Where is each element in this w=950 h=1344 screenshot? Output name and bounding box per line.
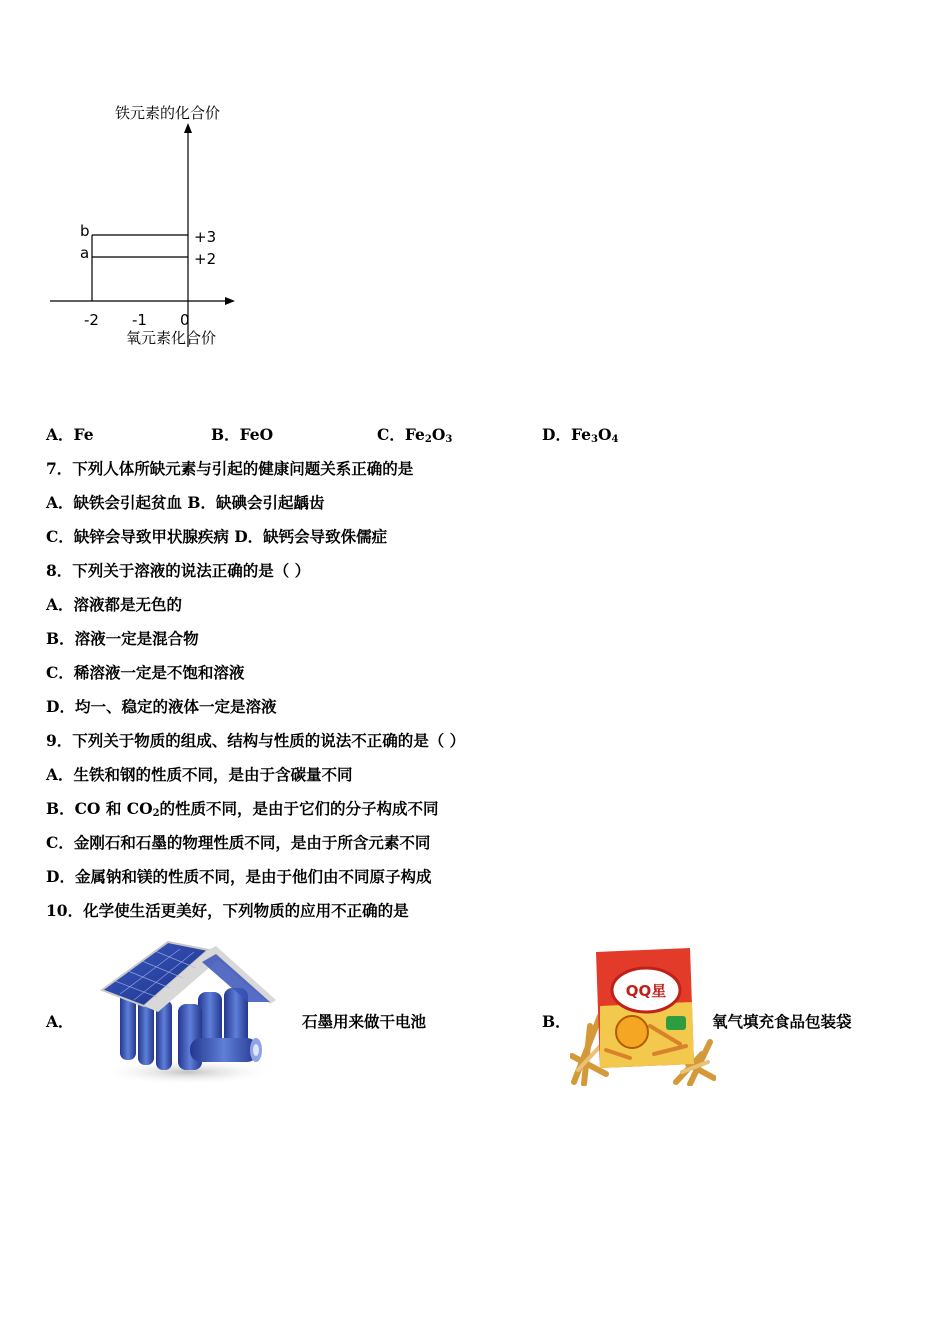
q7-options-line2[interactable]: C．缺锌会导致甲状腺疾病 D．缺钙会导致侏儒症	[46, 527, 388, 546]
q9-option-b[interactable]: B．CO 和 $CO_2$的性质不同，是由于它们的分子构成不同	[46, 799, 439, 819]
q8-option-a[interactable]: A．溶液都是无色的	[46, 595, 183, 614]
x-axis-arrow	[225, 297, 235, 305]
q10-option-a-label[interactable]: A．	[46, 1012, 74, 1031]
q9-option-a[interactable]: A．生铁和钢的性质不同，是由于含碳量不同	[46, 765, 353, 784]
q6-option-d[interactable]: D．$Fe_3O_4$	[542, 425, 619, 445]
chart-y-label: 铁元素的化合价	[115, 104, 221, 122]
y-axis-arrow	[184, 123, 192, 133]
q9-option-c[interactable]: C．金刚石和石墨的物理性质不同，是由于所含元素不同	[46, 833, 431, 852]
y-tick-label: +2	[194, 250, 217, 268]
q10-option-a-text: 石墨用来做干电池	[302, 1012, 427, 1031]
q9-option-d[interactable]: D．金属钠和镁的性质不同，是由于他们由不同原子构成	[46, 867, 432, 886]
q8-option-d[interactable]: D．均一、稳定的液体一定是溶液	[46, 697, 277, 716]
y-tick-label: +3	[194, 228, 217, 246]
x-tick-label: 0	[180, 311, 190, 329]
point-label-b: b	[80, 222, 90, 240]
q8-stem: 8．下列关于溶液的说法正确的是（ ）	[46, 561, 311, 580]
q10-option-b-text: 氧气填充食品包装袋	[712, 1012, 852, 1031]
q10-stem: 10．化学使生活更美好，下列物质的应用不正确的是	[46, 901, 409, 920]
q6-options	[0, 425, 950, 445]
q9-stem: 9．下列关于物质的组成、结构与性质的说法不正确的是（ ）	[46, 731, 466, 750]
q6-option-c[interactable]: C．$Fe_2O_3$	[377, 425, 453, 445]
q7-stem: 7．下列人体所缺元素与引起的健康问题关系正确的是	[46, 459, 414, 478]
x-tick-label: -1	[132, 311, 147, 329]
q7-options-line1[interactable]: A．缺铁会引起贫血 B．缺碘会引起龋齿	[46, 493, 325, 512]
x-tick-label: -2	[84, 311, 99, 329]
q8-option-b[interactable]: B．溶液一定是混合物	[46, 629, 199, 648]
point-label-a: a	[80, 244, 90, 262]
q8-option-c[interactable]: C．稀溶液一定是不饱和溶液	[46, 663, 245, 682]
solar-house-battery-image	[98, 940, 276, 1085]
q6-option-b[interactable]: B．FeO	[211, 425, 274, 444]
valence-chart	[40, 95, 260, 355]
chart-x-label: 氧元素化合价	[126, 329, 217, 347]
snack-brand-text: QQ星	[625, 982, 667, 1000]
q10-option-b-label[interactable]: B．	[542, 1012, 571, 1031]
snack-bag-image	[570, 946, 716, 1086]
q6-option-a[interactable]: A．Fe	[46, 425, 94, 444]
